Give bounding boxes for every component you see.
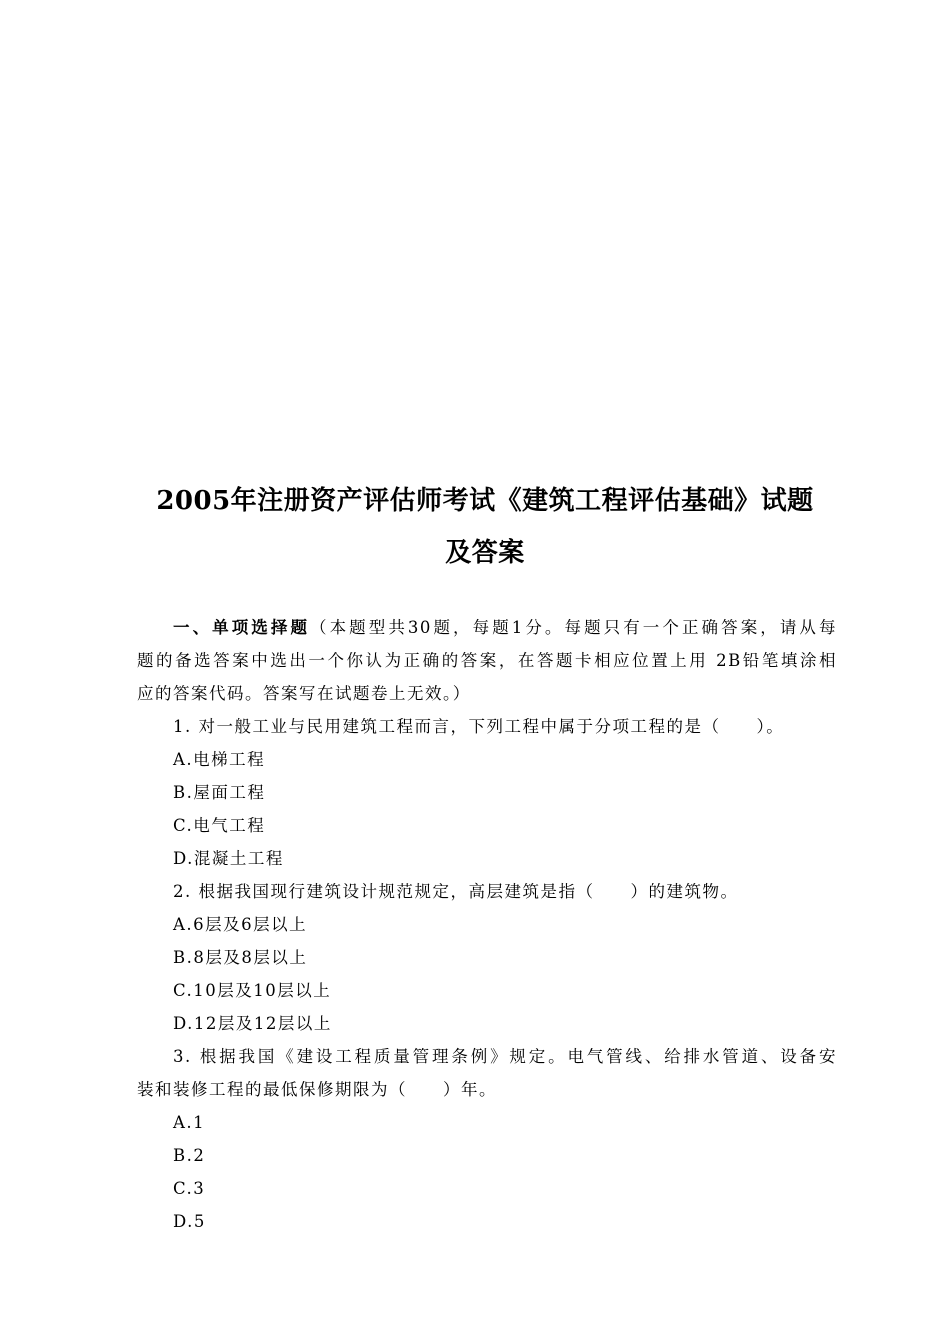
document-title-line-1: 2005年注册资产评估师考试《建筑工程评估基础》试题 [156,486,814,516]
question-2-option-b: B.8层及8层以上 [173,948,308,967]
question-2-option-d: D.12层及12层以上 [173,1014,332,1033]
question-1-option-d: D.混凝土工程 [173,849,284,868]
question-2-option-a: A.6层及6层以上 [173,915,308,934]
question-1-option-c: C.电气工程 [173,816,266,835]
question-2-stem: 2. 根据我国现行建筑设计规范规定，高层建筑是指（ ）的建筑物。 [173,882,739,901]
section-intro-text-1: （本题型共30题，每题1分。每题只有一个正确答案，请从每 [310,618,837,637]
question-3-option-d: D.5 [173,1212,206,1231]
question-3-option-a: A.1 [173,1113,206,1132]
document-title-line-2: 及答案 [445,538,525,568]
question-1-stem: 1. 对一般工业与民用建筑工程而言，下列工程中属于分项工程的是（ ）。 [173,717,785,736]
document-body [137,611,837,1238]
section-intro-line-1 [137,611,837,644]
question-2-option-c: C.10层及10层以上 [173,981,332,1000]
question-1-option-a: A.电梯工程 [173,750,266,769]
question-3-option-c: C.3 [173,1179,206,1198]
section-intro-line-2: 题的备选答案中选出一个你认为正确的答案，在答题卡相应位置上用 2B铅笔填涂相 [137,651,837,670]
section-heading: 一、单项选择题 [173,618,311,637]
question-1-option-b: B.屋面工程 [173,783,266,802]
question-3-option-b: B.2 [173,1146,206,1165]
question-3-stem-line-2: 装和装修工程的最低保修期限为（ ）年。 [137,1080,497,1099]
question-3-stem-line-1: 3. 根据我国《建设工程质量管理条例》规定。电气管线、给排水管道、设备安 [173,1047,837,1066]
section-intro-line-3: 应的答案代码。答案写在试题卷上无效。） [137,684,471,703]
